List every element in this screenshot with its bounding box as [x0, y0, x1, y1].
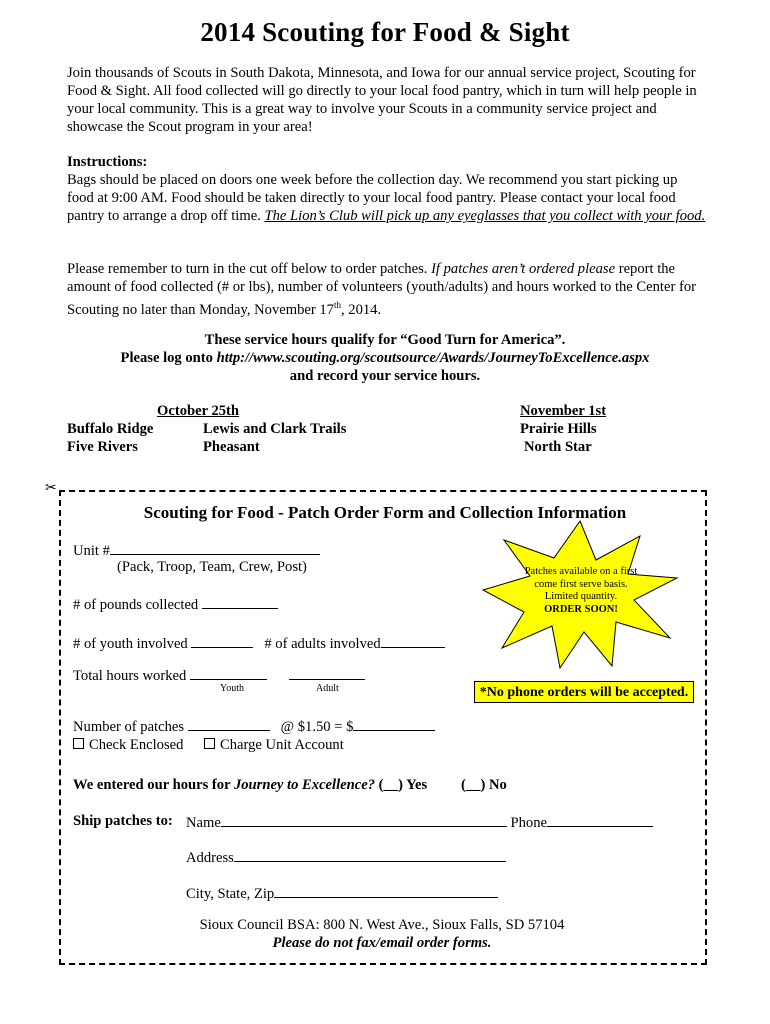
burst-line-1: Patches available on a first: [524, 566, 638, 577]
phone-label: Phone: [510, 815, 547, 831]
ship-label: Ship patches to:: [73, 813, 173, 829]
burst-line-3: Limited quantity.: [544, 591, 618, 602]
reminder-paragraph: [67, 260, 707, 319]
reminder-part2: report the amount of food collected (# or lbs), number of volunteers (youth/adults) and hours worked to the Center for Scouting no later than Monday, November 17: [67, 261, 696, 318]
november-heading: November 1st: [520, 403, 607, 419]
unit-row: [73, 540, 320, 560]
scissors-icon: ✂: [45, 481, 57, 496]
schedule-col2-row1: Lewis and Clark Trails: [203, 421, 347, 437]
youth-hours-input[interactable]: [190, 665, 267, 680]
hours-label: Total hours worked: [73, 668, 187, 684]
order-soon-text: ORDER SOON!: [544, 603, 618, 615]
phone-input[interactable]: [547, 812, 653, 827]
reminder-part1: Please remember to turn in the cut off below to order patches.: [67, 261, 432, 277]
service-line1: These service hours qualify for “Good Turn for America”.: [204, 332, 566, 348]
instructions-section: [67, 153, 707, 225]
starburst-text: [520, 566, 642, 616]
service-line3: and record your service hours.: [289, 368, 481, 384]
address-row: [186, 847, 506, 867]
adults-involved-label: # of adults involved: [264, 636, 381, 652]
reminder-sup: th: [333, 300, 341, 310]
service-line2-prefix: Please log onto: [120, 350, 217, 366]
lions-club-note: The Lion’s Club will pick up any eyeglasses that you collect with your food.: [264, 208, 706, 224]
service-hours-block: [0, 331, 770, 385]
patches-input[interactable]: [188, 716, 270, 731]
schedule-col3-row1: Prairie Hills: [520, 421, 597, 437]
schedule-col1-row1: Buffalo Ridge: [67, 421, 154, 437]
city-row: [186, 883, 498, 903]
patches-label: Number of patches: [73, 719, 185, 735]
address-label: Address: [186, 850, 234, 866]
pounds-label: # of pounds collected: [73, 597, 199, 613]
address-input[interactable]: [234, 847, 506, 862]
check-enclosed-checkbox[interactable]: [73, 738, 84, 749]
journey-italic: Journey to Excellence?: [233, 777, 375, 793]
footer-address: Sioux Council BSA: 800 N. West Ave., Sioux Falls, SD 57104: [199, 917, 565, 933]
service-line2: [0, 349, 770, 367]
journey-row: [73, 776, 427, 794]
footer-note: Please do not fax/email order forms.: [272, 935, 492, 951]
youth-involved-input[interactable]: [191, 633, 253, 648]
journey-prefix: We entered our hours for: [73, 777, 234, 793]
youth-caption: Youth: [220, 683, 244, 694]
name-input[interactable]: [221, 812, 507, 827]
form-title: Scouting for Food - Patch Order Form and Collection Information: [143, 503, 627, 522]
hours-row: [73, 665, 365, 685]
page-title: 2014 Scouting for Food & Sight: [200, 17, 570, 47]
instructions-body: Bags should be placed on doors one week before the collection day. We recommend you start picking up food at 9:00 AM. Food should be taken directly to your local food pantry. Please contact your local food pantry to arrange a drop off time.: [67, 172, 678, 224]
charge-unit-checkbox[interactable]: [204, 738, 215, 749]
pounds-input[interactable]: [202, 594, 278, 609]
schedule-col2-row2: Pheasant: [203, 439, 260, 455]
schedule-col1-row2: Five Rivers: [67, 439, 138, 455]
total-input[interactable]: [353, 716, 435, 731]
name-row: [186, 812, 653, 832]
unit-input[interactable]: [110, 540, 320, 555]
city-label: City, State, Zip: [186, 886, 275, 902]
intro-paragraph: Join thousands of Scouts in South Dakota, Minnesota, and Iowa for our annual service project, Scouting for Food & Sight. All food collected will go directly to your local food pantry, which in turn will help people in your local community. This is a great way to involve your Scouts in a community service project and showcase the Scout program in your area!: [67, 65, 697, 135]
youth-involved-label: # of youth involved: [73, 636, 188, 652]
journey-yes-option[interactable]: (__) Yes: [375, 777, 428, 793]
charge-row: [204, 736, 344, 754]
price-text: @ $1.50 = $: [280, 719, 354, 735]
unit-hint: (Pack, Troop, Team, Crew, Post): [117, 559, 307, 575]
journey-url-link[interactable]: http://www.scouting.org/scoutsource/Awards/JourneyToExcellence.aspx: [216, 350, 650, 366]
name-label: Name: [186, 815, 221, 831]
burst-line-2: come first serve basis.: [534, 578, 628, 590]
city-input[interactable]: [274, 883, 498, 898]
adult-caption: Adult: [316, 683, 339, 694]
instructions-heading: Instructions:: [67, 154, 148, 170]
reminder-italic: If patches aren’t ordered please: [431, 261, 616, 277]
journey-no-option[interactable]: (__) No: [461, 777, 507, 793]
involved-row: [73, 633, 445, 653]
no-phone-orders-banner: *No phone orders will be accepted.: [474, 681, 694, 703]
pounds-row: [73, 594, 278, 614]
reminder-part3: , 2014.: [340, 301, 382, 318]
footer: [0, 916, 764, 952]
october-heading: October 25th: [157, 403, 240, 419]
schedule-col3-row2: North Star: [524, 439, 592, 455]
adults-involved-input[interactable]: [381, 633, 445, 648]
unit-label: Unit #: [73, 543, 110, 559]
payment-row: [73, 736, 183, 754]
check-enclosed-label: Check Enclosed: [89, 737, 184, 753]
patches-row: [73, 716, 435, 736]
charge-unit-label: Charge Unit Account: [220, 737, 344, 753]
adult-hours-input[interactable]: [289, 665, 365, 680]
